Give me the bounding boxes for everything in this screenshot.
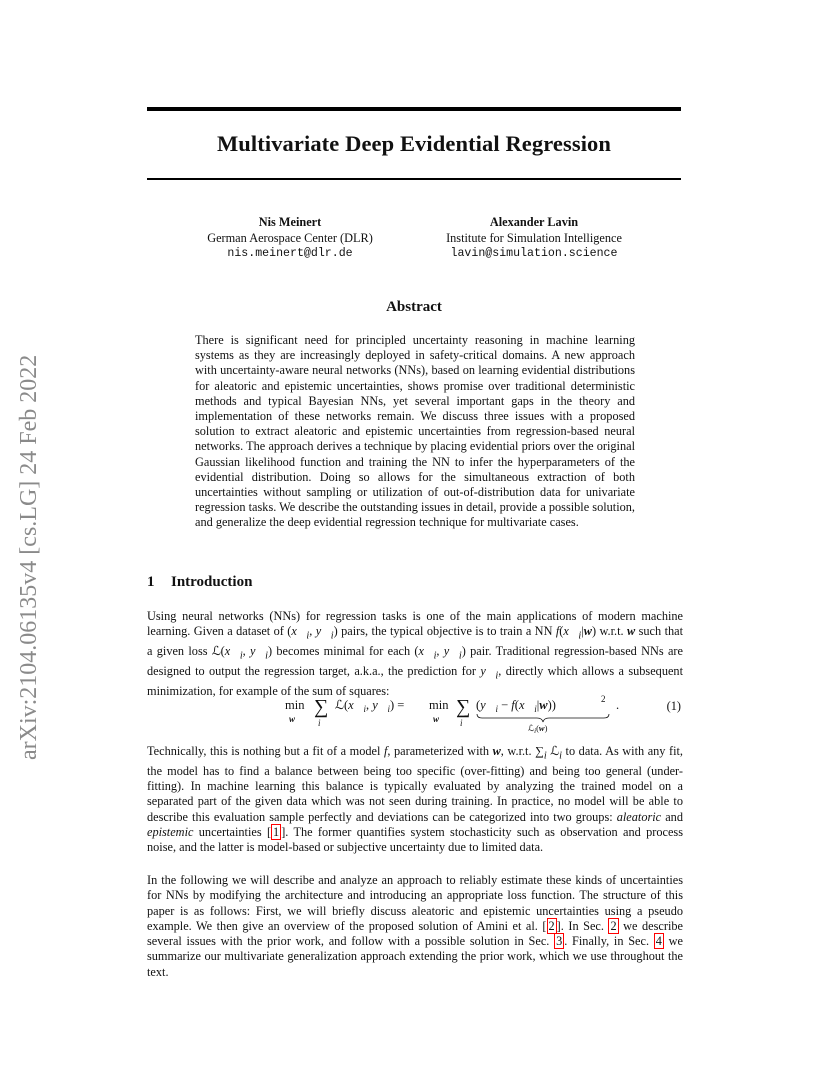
- svg-text:ℒ(x⃗i, y⃗i) =: $ℒ(x⃗_i$, $y⃗_i$) =: [335, 698, 405, 714]
- svg-text:∑: ∑: [456, 696, 471, 718]
- svg-text:w: w: [289, 714, 296, 724]
- author-name: Alexander Lavin: [489, 215, 579, 229]
- author-email[interactable]: lavin@simulation.science: [450, 247, 618, 260]
- svg-text:min: min: [429, 698, 449, 712]
- section-link[interactable]: 2: [610, 918, 617, 933]
- title-bottom-rule: [147, 178, 681, 180]
- equation-number: (1): [666, 699, 681, 713]
- author-name: Nis Meinert: [258, 215, 322, 229]
- section-number: 1: [147, 574, 155, 590]
- section-heading: [147, 574, 252, 591]
- equation-graphic: [285, 693, 705, 733]
- equation-1: [147, 693, 683, 733]
- svg-text:i: i: [318, 718, 321, 728]
- author-affiliation: German Aerospace Center (DLR): [207, 230, 373, 245]
- arxiv-identifier: arXiv:2104.06135v4 [cs.LG] 24 Feb 2022: [16, 354, 42, 760]
- section-link[interactable]: 4: [655, 934, 662, 949]
- svg-text:i: i: [460, 718, 463, 728]
- svg-text:(y⃗i − f(x⃗i|w)): ($y⃗_i$ − $f(x⃗_i|w)$): [476, 698, 556, 714]
- section-link[interactable]: 3: [556, 934, 563, 949]
- svg-text:w: w: [433, 714, 440, 724]
- author-email[interactable]: nis.meinert@dlr.de: [227, 247, 353, 260]
- author-affiliation: Institute for Simulation Intelligence: [446, 230, 622, 245]
- svg-text:∑: ∑: [314, 696, 329, 718]
- paragraph-3: In the following we will describe and analyze an approach to reliably estimate these kinds of uncertainties for NNs by modifying the architecture and introducing an appropriate loss function. The structure of this paper is as follows: First, we will briefly discuss aleatoric and epistemic uncertainties using a pseudo example. We then give an overview of the proposed solution of Amini et al. [ 2 ]. In Sec. 2 we describe several issues with the prior work, and follow with a possible solution in Sec. 3 . Finally, in Sec. 4 we summarize our multivariate generalization approach extending the prior work, which we use throughout the text.: [147, 873, 683, 979]
- paragraph-1: Using neural networks (NNs) for regression tasks is one of the main applications of modern machine learning. Given a dataset of ($x⃗_i$, $y⃗_i$) pairs, the typical objective is to train a NN $f(x⃗_i|w)$ w.r.t. w such that a given loss $ℒ(x⃗_i$, $y⃗_i$) becomes minimal for each ($x⃗_i$, $y⃗_i$) pair. Traditional regression-based NNs are designed to output the regression target, a.k.a., the prediction for $y⃗_i$, directly which allows a subsequent minimization, for example of the sum of squares:: [147, 609, 684, 698]
- title-top-rule: [147, 107, 681, 111]
- section-title: Introduction: [171, 574, 253, 590]
- svg-text:2: 2: [601, 694, 606, 704]
- svg-text:min: min: [285, 698, 305, 712]
- svg-text:ℒi(w): ℒ$_i$(w): [528, 723, 548, 733]
- citation-link[interactable]: 2: [548, 918, 555, 933]
- author-block-1: [180, 215, 400, 262]
- abstract-text: There is significant need for principled uncertainty reasoning in machine learning systems as they are increasingly deployed in safety-critical domains. A new approach with uncertainty-aware neural networks (NNs), based on learning evidential distributions for aleatoric and epistemic uncertainties, shows promise over traditional deterministic methods and typical Bayesian NNs, yet several important gaps in the theory and implementation of these networks remain. We discuss three issues with a proposed solution to extract aleatoric and epistemic uncertainties from regression-based neural networks. The approach derives a technique by placing evidential priors over the original Gaussian likelihood function and training the NN to infer the hyperparameters of the evidential distribution. Doing so allows for the simultaneous extraction of both uncertainties without sampling or utilization of out-of-distribution data for univariate regression tasks. We describe the outstanding issues in detail, provide a possible solution, and generalize the deep evidential regression technique for multivariate cases.: [195, 333, 635, 530]
- paragraph-2: Technically, this is nothing but a fit of a model f, parameterized with w, w.r.t. $\sum_i$ ℒ$_i$ to data. As with any fit, the model has to find a balance between being too specific (over-fitting) and being too general (under-fitting). In machine learning this balance is typically evaluated by analyzing the trained model on a separated part of the given data which was not seen during training. In practice, no model will be able to describe this evaluation sample perfectly and deviations can be categorized into two groups: aleatoric and epistemic uncertainties [ 1 ]. The former quantifies system stochasticity such as observation and process noise, and the latter is model-based or subjective uncertainty due to limited data.: [147, 744, 683, 855]
- author-block-2: [420, 215, 648, 262]
- abstract-heading: Abstract: [386, 299, 442, 315]
- svg-text:.: .: [616, 698, 620, 712]
- citation-link[interactable]: 1: [273, 824, 280, 839]
- paper-title: Multivariate Deep Evidential Regression: [216, 131, 612, 156]
